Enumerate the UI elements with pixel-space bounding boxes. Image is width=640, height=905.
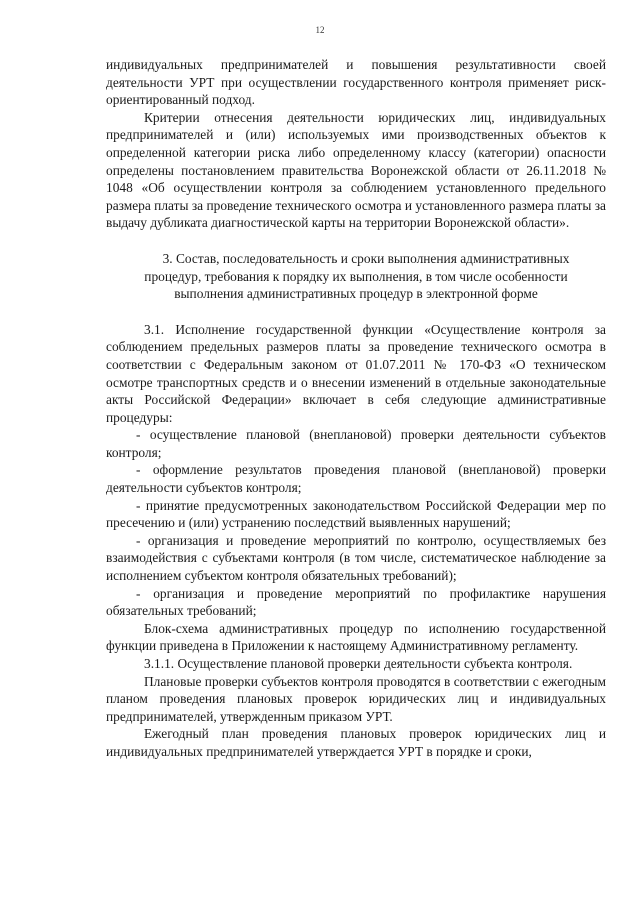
page-number: 12 (315, 25, 325, 35)
list-item-procedure-1: - осуществление плановой (внеплановой) проверки деятельности субъектов контроля; (106, 427, 606, 460)
document-body (106, 56, 606, 761)
section-heading: 3. Состав, последовательность и сроки выполнения административных процедур, требования к порядку их выполнения, в том числе особенности выполнения административных процедур в электронной форме (144, 250, 570, 302)
list-item-procedure-4: - организация и проведение мероприятий по контролю, осуществляемых без взаимодействия с субъектами контроля (в том числе, систематическое наблюдение за исполнением субъектом контроля обязательных требований); (106, 532, 606, 584)
list-item-procedure-2: - оформление результатов проведения плановой (внеплановой) проверки деятельности субъектов контроля; (106, 462, 606, 496)
paragraph-risk-criteria: Критерии отнесения деятельности юридических лиц, индивидуальных предпринимателей и (или) используемых ими производственных объектов к определенной категории риска либо определенному классу (категории) опасности определены постановлением правительства Воронежской области от 26.11.2018 № 1048 «Об осуществлении контроля за соблюдением установленного предельного размера платы за проведение технического осмотра и установленного размера платы за выдачу дубликата диагностической карты на территории Воронежской области». (106, 109, 606, 231)
list-item-procedure-3: - принятие предусмотренных законодательством Российской Федерации мер по пресечению и (или) устранению последствий выявленных нарушений; (106, 497, 606, 531)
list-item-procedure-5: - организация и проведение мероприятий по профилактике нарушения обязательных требований; (106, 585, 606, 619)
paragraph-3-1: 3.1. Исполнение государственной функции «Осуществление контроля за соблюдением предельных размеров платы за проведение технического осмотра в соответствии с Федеральным законом от 01.07.2011 № 170-ФЗ «О техническом осмотре транспортных средств и о внесении изменений в отдельные законодательные акты Российской Федерации» включает в себя следующие административные процедуры: (106, 321, 606, 425)
paragraph-3-1-1: 3.1.1. Осуществление плановой проверки деятельности субъекта контроля. (144, 656, 573, 671)
paragraph-annual-plan: Ежегодный план проведения плановых проверок юридических лиц и индивидуальных предпринимателей утверждается УРТ в порядке и сроки, (106, 726, 606, 759)
paragraph-planned-inspections: Плановые проверки субъектов контроля проводятся в соответствии с ежегодным планом проведения плановых проверок юридических лиц и индивидуальных предпринимателей, утвержденным приказом УРТ. (106, 673, 606, 724)
paragraph-continuation: индивидуальных предпринимателей и повышения результативности своей деятельности УРТ при осуществлении государственного контроля применяет риск-ориентированный подход. (106, 57, 606, 108)
paragraph-flowchart: Блок-схема административных процедур по исполнению государственной функции приведена в Приложении к настоящему Административному регламенту. (106, 620, 606, 654)
